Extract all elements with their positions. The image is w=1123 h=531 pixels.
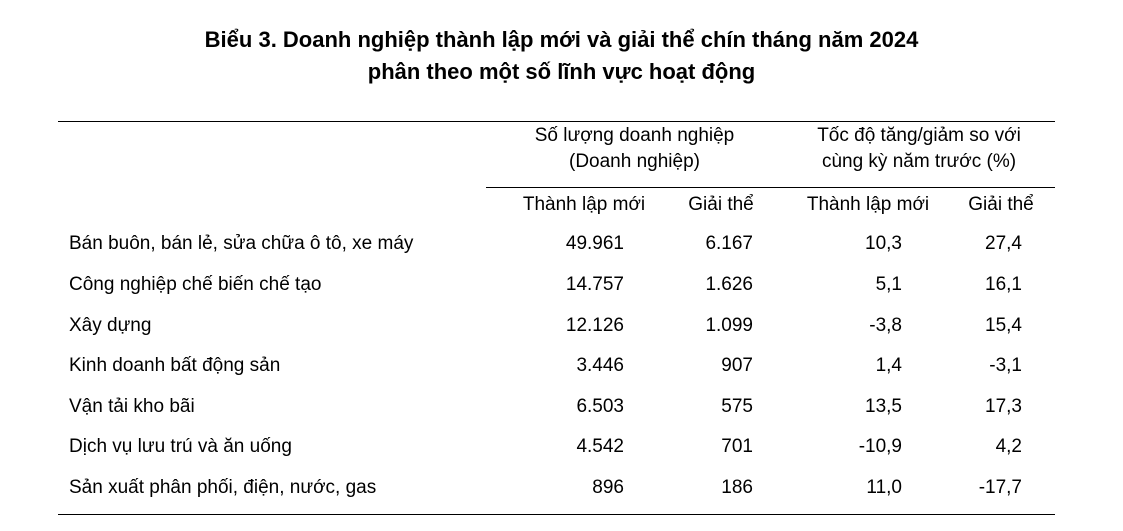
top-rule [58, 121, 1055, 122]
cell-count-new: 12.126 [565, 315, 624, 336]
row-label: Vận tải kho bãi [69, 396, 195, 417]
subheader-rate-dissolved: Giải thể [968, 194, 1034, 215]
cell-rate-new: 10,3 [865, 233, 902, 254]
cell-rate-dissolved: -17,7 [978, 477, 1022, 498]
cell-count-dissolved: 575 [721, 396, 753, 417]
row-label: Dịch vụ lưu trú và ăn uống [69, 436, 292, 457]
header-count-line-2: (Doanh nghiệp) [569, 151, 700, 172]
cell-count-new: 6.503 [576, 396, 624, 417]
cell-count-new: 3.446 [576, 355, 624, 376]
subheader-rule [486, 187, 1055, 188]
cell-count-dissolved: 186 [721, 477, 753, 498]
row-label: Bán buôn, bán lẻ, sửa chữa ô tô, xe máy [69, 233, 414, 254]
cell-rate-dissolved: 17,3 [985, 396, 1022, 417]
row-label: Công nghiệp chế biến chế tạo [69, 274, 322, 295]
cell-count-new: 896 [592, 477, 624, 498]
cell-count-new: 14.757 [565, 274, 624, 295]
cell-rate-dissolved: 4,2 [995, 436, 1022, 457]
header-rate-line-1: Tốc độ tăng/giảm so với [817, 125, 1021, 146]
cell-rate-new: -10,9 [858, 436, 902, 457]
cell-rate-dissolved: 15,4 [985, 315, 1022, 336]
cell-count-dissolved: 6.167 [705, 233, 753, 254]
row-label: Sản xuất phân phối, điện, nước, gas [69, 477, 377, 498]
table-title-line-2: phân theo một số lĩnh vực hoạt động [367, 59, 756, 84]
cell-count-dissolved: 907 [721, 355, 753, 376]
subheader-count-new: Thành lập mới [522, 194, 646, 215]
cell-rate-new: 11,0 [866, 477, 902, 498]
cell-count-new: 49.961 [565, 233, 624, 254]
cell-count-new: 4.542 [576, 436, 624, 457]
table-title-line-1: Biểu 3. Doanh nghiệp thành lập mới và giải thể chín tháng năm 2024 [204, 27, 919, 52]
cell-rate-dissolved: -3,1 [989, 355, 1022, 376]
cell-rate-new: 5,1 [875, 274, 902, 295]
cell-rate-new: 1,4 [875, 355, 902, 376]
cell-rate-dissolved: 27,4 [985, 233, 1022, 254]
cell-count-dissolved: 1.626 [705, 274, 753, 295]
cell-count-dissolved: 701 [721, 436, 753, 457]
cell-rate-new: -3,8 [869, 315, 902, 336]
bottom-rule [58, 514, 1055, 515]
subheader-count-dissolved: Giải thể [688, 194, 754, 215]
cell-rate-new: 13,5 [865, 396, 902, 417]
row-label: Xây dựng [69, 315, 152, 336]
cell-rate-dissolved: 16,1 [985, 274, 1022, 295]
subheader-rate-new: Thành lập mới [806, 194, 930, 215]
header-rate-line-2: cùng kỳ năm trước (%) [821, 151, 1017, 172]
header-count-line-1: Số lượng doanh nghiệp [534, 125, 735, 146]
cell-count-dissolved: 1.099 [705, 315, 753, 336]
row-label: Kinh doanh bất động sản [69, 355, 281, 376]
